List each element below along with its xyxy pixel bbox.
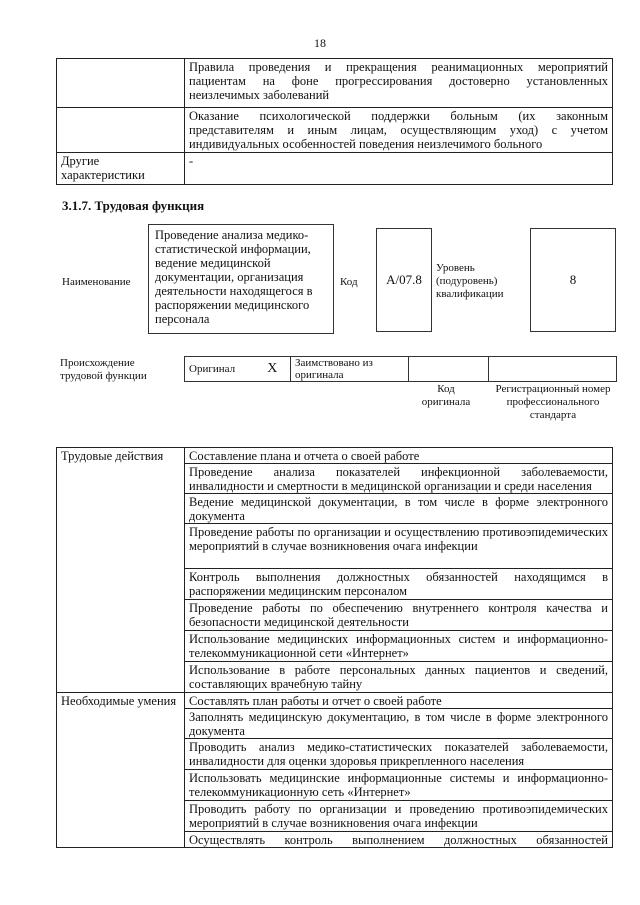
list-item: Проведение работы по обеспечению внутреннего контроля качества и безопасности медицинской деятельности xyxy=(185,600,613,631)
origin-label: Происхождение трудовой функции xyxy=(60,357,147,382)
list-item: Проведение работы по организации и осуществлению противоэпидемических мероприятий в случае возникновения очага инфекции xyxy=(185,524,613,569)
table-row xyxy=(57,448,613,464)
list-item: Использование медицинских информационных систем и информационно-телекоммуникационной сети «Интернет» xyxy=(185,631,613,662)
list-item: Использование в работе персональных данных пациентов и сведений, составляющих врачебную тайну xyxy=(185,662,613,693)
list-item: Проводить анализ медико-статистических показателей заболеваемости, инвалидности для оценки здоровья прикрепленного населения xyxy=(185,739,613,770)
table-cell-right: Оказание психологической поддержки больным (их законным представителям и иным лицам, осуществляющим уход) с учетом индивидуальных особенностей поведения неизлечимого больного xyxy=(185,108,613,153)
name-label: Наименование xyxy=(62,276,131,288)
level-label: Уровень (подуровень) квалификации xyxy=(436,262,504,300)
list-item: Составлять план работы и отчет о своей работе xyxy=(185,693,613,709)
table-row xyxy=(57,693,613,709)
list-item: Осуществлять контроль выполнением должностных обязанностей xyxy=(185,832,613,848)
original-mark: X xyxy=(255,357,291,382)
reg-number-cell xyxy=(489,357,617,382)
section-title: 3.1.7. Трудовая функция xyxy=(62,198,205,213)
original-code-cell xyxy=(409,357,489,382)
list-item: Проводить работу по организации и проведению противоэпидемических мероприятий в случае возникновения очага инфекции xyxy=(185,801,613,832)
origin-table xyxy=(184,356,617,382)
table-cell-left xyxy=(57,59,185,108)
function-name-box: Проведение анализа медико-статистической информации, ведение медицинской документации, организация деятельности находящегося в распоряжении медицинского персонала xyxy=(148,224,334,334)
page-number: 18 xyxy=(314,36,326,50)
actions-table xyxy=(56,447,613,848)
original-label: Оригинал xyxy=(185,357,255,382)
list-item: Использовать медицинские информационные системы и информационно-телекоммуникационную сеть «Интернет» xyxy=(185,770,613,801)
table-cell-right: Правила проведения и прекращения реанимационных мероприятий пациентам на фоне прогрессирования достоверно установленных неизлечимых заболеваний xyxy=(185,59,613,108)
code-label: Код xyxy=(340,276,358,288)
list-item: Ведение медицинской документации, в том числе в форме электронного документа xyxy=(185,494,613,524)
table-cell-right: - xyxy=(185,153,613,185)
reg-caption: Регистрационный номер профессионального стандарта xyxy=(495,383,611,421)
top-table xyxy=(56,58,613,185)
labor-actions-label: Трудовые действия xyxy=(57,448,185,693)
skills-label: Необходимые умения xyxy=(57,693,185,848)
table-row xyxy=(57,59,613,108)
code-caption: Код оригинала xyxy=(421,383,471,408)
list-item: Составление плана и отчета о своей работе xyxy=(185,448,613,464)
list-item: Заполнять медицинскую документацию, в том числе в форме электронного документа xyxy=(185,709,613,739)
table-row xyxy=(57,153,613,185)
borrowed-label: Заимствовано из оригинала xyxy=(291,357,409,382)
table-cell-left xyxy=(57,108,185,153)
list-item: Проведение анализа показателей инфекционной заболеваемости, инвалидности и смертности в медицинской организации и среди населения xyxy=(185,464,613,494)
table-cell-left: Другие характеристики xyxy=(57,153,185,185)
list-item: Контроль выполнения должностных обязанностей находящимся в распоряжении медицинским персоналом xyxy=(185,569,613,600)
table-row xyxy=(57,108,613,153)
code-value-box: A/07.8 xyxy=(376,228,432,332)
level-value-box: 8 xyxy=(530,228,616,332)
